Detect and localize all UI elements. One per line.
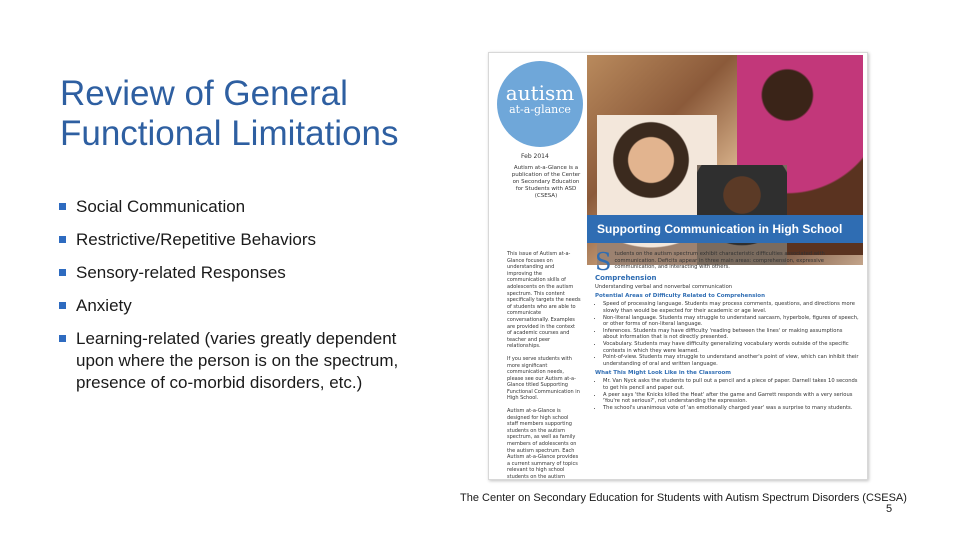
square-bullet-icon (59, 203, 66, 210)
document-date: Feb 2014 (521, 153, 549, 160)
list-item: • The school's unanimous vote of 'an emotionally charged year' was a surprise to many students. (603, 405, 859, 412)
bullet-text: Social Communication (76, 197, 246, 216)
document-body (595, 248, 859, 411)
bullet-item (58, 196, 438, 218)
section-subheading: Understanding verbal and nonverbal communication (595, 283, 733, 290)
intro-text: tudents on the autism spectrum exhibit characteristic difficulties associated with communication. Deficits appear in three main areas: comprehension, expressive communication, and interacting with others. (614, 251, 825, 271)
bullet-text: Anxiety (76, 296, 132, 315)
list-item: • Vocabulary. Students may have difficulty generalizing vocabulary words outside of the specific contexts in which they were learned. (603, 341, 859, 354)
sidebar-paragraph: Autism at-a-Glance is designed for high school staff members supporting students on the autism spectrum, as well as family members of adolescents on the autism spectrum. Each Autism at-a-Glance provides a current summary of topics relevant to high school students on the autism (507, 408, 579, 480)
slide-title (60, 74, 460, 154)
square-bullet-icon (59, 335, 66, 342)
drop-cap: S (595, 248, 612, 276)
square-bullet-icon (59, 302, 66, 309)
difficulty-list (595, 301, 859, 367)
square-bullet-icon (59, 236, 66, 243)
bullet-item (58, 262, 438, 284)
list-item: • Non-literal language. Students may struggle to understand sarcasm, hyperbole, figures of speech, or other forms of non-literal language. (603, 315, 859, 328)
logo-main-text: autism (505, 81, 575, 105)
page-number: 5 (886, 503, 893, 515)
bullet-text: Sensory-related Responses (76, 263, 286, 282)
example-list (595, 378, 859, 411)
bullet-item (58, 295, 438, 317)
sidebar-paragraph: This issue of Autism at-a-Glance focuses on understanding and improving the communication skills of adolescents on the autism spectrum. This content specifically targets the needs of students who are able to communicate conversationally. Examples are provided in the context of academic courses and teacher and peer relationships. (507, 251, 581, 350)
list-item: • Speed of processing language. Students may process comments, questions, and directions more slowly than would be expected for their academic or age level. (603, 301, 859, 314)
square-bullet-icon (59, 269, 66, 276)
bullet-item (58, 328, 438, 394)
slide-title-line-1: Review of General (60, 74, 348, 113)
list-item: • A peer says 'the Knicks killed the Heat' after the game and Garrett responds with a very serious 'You're not serious?', not understanding the expression. (603, 392, 859, 405)
document-sidebar (507, 251, 581, 480)
source-caption: The Center on Secondary Education for Students with Autism Spectrum Disorders (CSESA) (460, 492, 907, 504)
section-heading: Potential Areas of Difficulty Related to Comprehension (595, 293, 766, 300)
document-image (488, 52, 868, 480)
bullet-item (58, 229, 438, 251)
list-item: • Point-of-view. Students may struggle to understand another's point of view, which can inhibit their understanding of oral and written language. (603, 354, 859, 367)
slide-title-line-2: Functional Limitations (60, 114, 399, 153)
bullet-text: Learning-related (varies greatly dependent upon where the person is on the spectrum, presence of co-morbid disorders, etc.) (76, 329, 399, 392)
sidebar-paragraph: If you serve students with more significant communication needs, please see our Autism at-a-Glance titled Supporting Functional Communication in High School. (507, 355, 580, 402)
publisher-note: Autism at-a-Glance is a publication of the Center on Secondary Education for Students with ASD (CSESA) (511, 165, 581, 199)
bullet-list (58, 196, 438, 405)
section-heading: Comprehension (595, 273, 657, 282)
bullet-text: Restrictive/Repetitive Behaviors (76, 230, 316, 249)
document-banner: Supporting Communication in High School (587, 215, 863, 243)
list-item: • Inferences. Students may have difficulty 'reading between the lines' or making assumptions about information that is not directly presented. (603, 328, 859, 341)
logo-sub-text: at-a-glance (509, 103, 571, 116)
section-heading: What This Might Look Like in the Classroom (595, 370, 731, 377)
autism-logo (497, 61, 583, 147)
list-item: • Mr. Van Nyck asks the students to pull out a pencil and a piece of paper. Darnell takes 10 seconds to get his pencil and paper out. (603, 378, 859, 391)
